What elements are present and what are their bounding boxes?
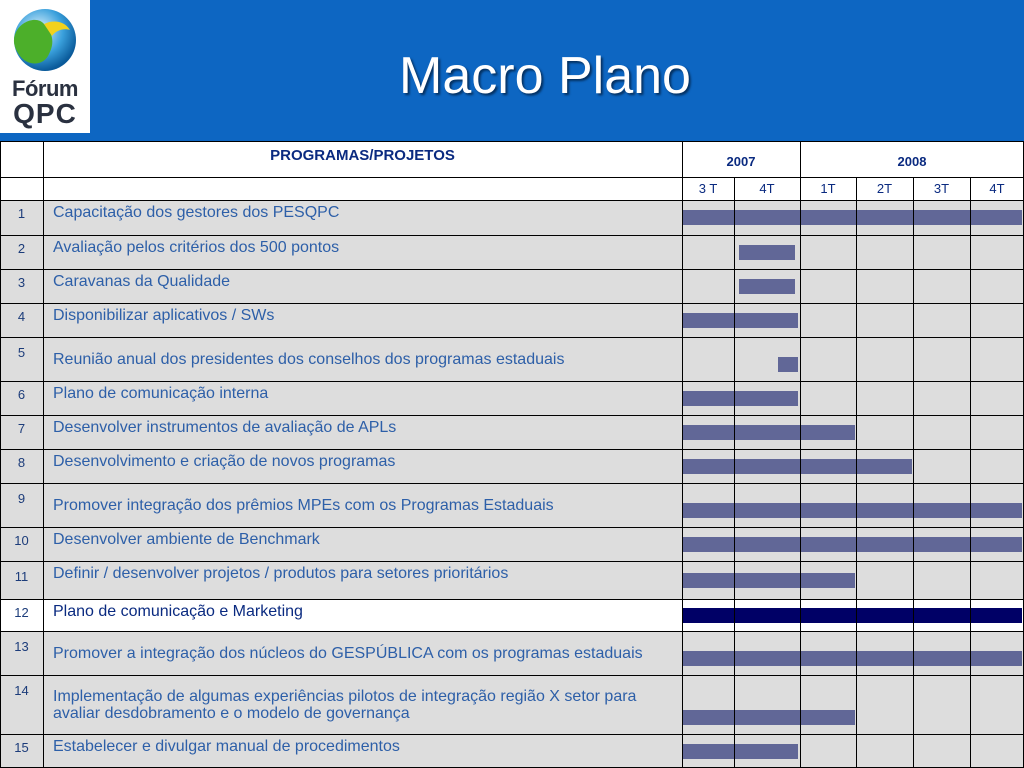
gantt-bar	[682, 744, 798, 759]
task-label: Desenvolver ambiente de Benchmark	[53, 531, 320, 548]
grid-line-vertical	[913, 177, 914, 768]
gantt-bar	[682, 573, 855, 588]
task-label: Desenvolver instrumentos de avaliação de APLs	[53, 419, 397, 436]
page-title: Macro Plano	[399, 47, 691, 105]
task-label: Definir / desenvolver projetos / produtos para setores prioritários	[53, 565, 509, 582]
task-label: Plano de comunicação interna	[53, 385, 269, 402]
grid-line-horizontal	[0, 734, 1024, 735]
row-number: 13	[14, 639, 29, 654]
quarter-header-6: 4T	[989, 181, 1005, 196]
task-label: Estabelecer e divulgar manual de procedimentos	[53, 738, 400, 755]
grid-line-horizontal	[0, 381, 1024, 382]
row-number: 6	[17, 387, 26, 402]
grid-line-horizontal	[0, 483, 1024, 484]
header-banner	[0, 0, 1024, 141]
grid-line-horizontal	[0, 141, 1024, 142]
forum-qpc-logo	[0, 0, 90, 133]
grid-line-horizontal	[0, 337, 1024, 338]
grid-line-horizontal	[0, 269, 1024, 270]
grid-line-horizontal	[0, 527, 1024, 528]
task-label: Disponibilizar aplicativos / SWs	[53, 307, 275, 324]
grid-line-horizontal	[0, 449, 1024, 450]
gantt-table	[0, 141, 1024, 768]
row-number: 14	[14, 683, 29, 698]
row-number: 8	[17, 455, 26, 470]
gantt-bar	[682, 425, 855, 440]
row-number: 10	[14, 533, 29, 548]
grid-line-vertical	[970, 177, 971, 768]
gantt-bar	[682, 710, 855, 725]
year-header-2008: 2008	[897, 153, 927, 169]
row-number: 7	[17, 421, 26, 436]
row-number: 2	[17, 241, 26, 256]
task-label: Desenvolvimento e criação de novos programas	[53, 453, 396, 470]
grid-line-horizontal	[0, 631, 1024, 632]
row-number: 1	[17, 206, 26, 221]
year-header-2007: 2007	[726, 153, 756, 169]
gantt-bar	[682, 313, 798, 328]
grid-line-horizontal	[0, 599, 1024, 600]
grid-line-horizontal	[0, 303, 1024, 304]
row-number: 9	[17, 491, 26, 506]
gantt-bar	[682, 391, 798, 406]
row-number: 11	[14, 569, 29, 584]
row-number: 12	[14, 605, 29, 620]
grid-line-vertical	[734, 177, 735, 768]
gantt-bar	[682, 459, 912, 474]
row-number: 5	[17, 345, 26, 360]
globe-icon	[8, 6, 82, 74]
task-label: Plano de comunicação e Marketing	[53, 603, 303, 620]
gantt-bar	[778, 357, 798, 372]
quarter-header-4: 2T	[876, 181, 893, 196]
grid-line-vertical	[856, 177, 857, 768]
gantt-bar	[739, 279, 796, 294]
gantt-bar	[739, 245, 796, 260]
row-number: 3	[17, 275, 26, 290]
task-label: Capacitação dos gestores dos PESQPC	[53, 204, 340, 221]
grid-line-horizontal	[0, 235, 1024, 236]
task-label: Promover integração dos prêmios MPEs com os Programas Estaduais	[53, 496, 554, 514]
logo-text-qpc: QPC	[13, 98, 77, 129]
quarter-header-1: 3 T	[698, 181, 718, 196]
task-label: Promover a integração dos núcleos do GESPÚBLICA com os programas estaduais	[53, 644, 643, 662]
row-number: 15	[14, 740, 29, 755]
logo-text-forum: Fórum	[12, 76, 78, 101]
task-label: Implementação de algumas experiências pilotos de integração região X setor para avaliar desdobramento e o modelo de governança	[53, 687, 637, 722]
task-label: Avaliação pelos critérios dos 500 pontos	[53, 239, 340, 256]
grid-line-horizontal	[0, 561, 1024, 562]
quarter-header-3: 1T	[820, 181, 836, 196]
task-label: Reunião anual dos presidentes dos conselhos dos programas estaduais	[53, 350, 565, 368]
quarter-header-5: 3T	[933, 181, 950, 196]
grid-line-horizontal	[0, 415, 1024, 416]
quarter-header-2: 4T	[759, 181, 775, 196]
task-label: Caravanas da Qualidade	[53, 273, 231, 290]
grid-line-horizontal	[0, 177, 1024, 178]
grid-line-horizontal	[0, 200, 1024, 201]
grid-line-horizontal	[0, 675, 1024, 676]
header-programas-projetos: PROGRAMAS/PROJETOS	[270, 147, 455, 164]
row-number: 4	[17, 309, 26, 324]
